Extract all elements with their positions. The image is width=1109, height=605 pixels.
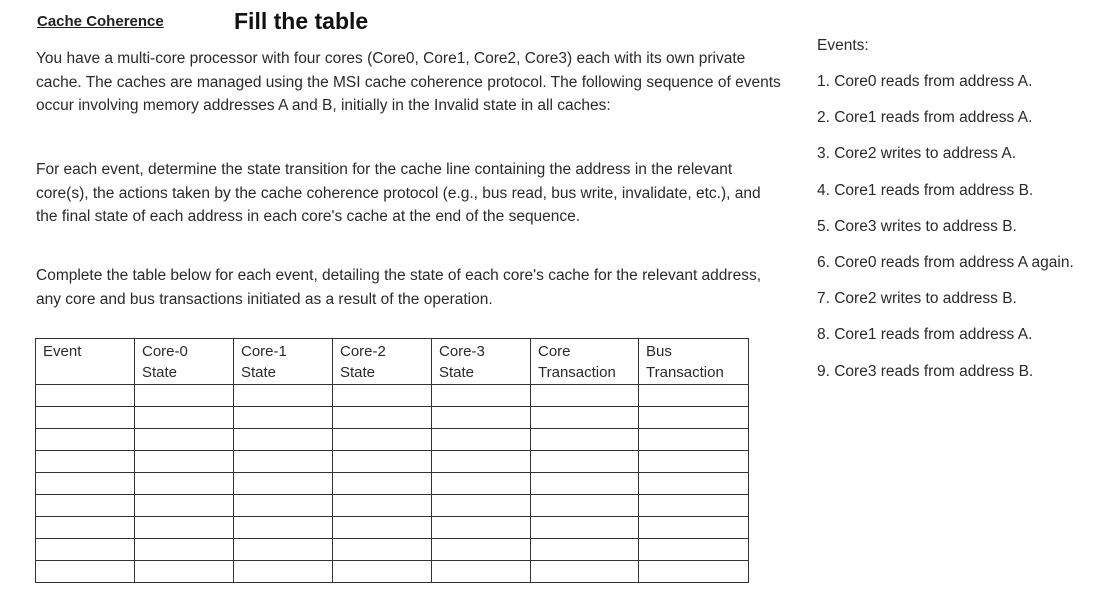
events-title: Events:: [817, 37, 869, 54]
table-cell[interactable]: [36, 473, 135, 495]
table-cell[interactable]: [531, 473, 639, 495]
table-cell[interactable]: [135, 429, 234, 451]
table-cell[interactable]: [432, 473, 531, 495]
table-cell[interactable]: [234, 561, 333, 583]
intro-paragraph-3: Complete the table below for each event, detailing the state of each core's cache for the relevant address, any core and bus transactions initiated as a result of the operation.: [36, 267, 762, 308]
event-item: 9. Core3 reads from address B.: [817, 362, 1034, 380]
table-header-row: [36, 339, 749, 385]
table-cell[interactable]: [135, 539, 234, 561]
table-cell[interactable]: [639, 495, 749, 517]
table-cell[interactable]: [135, 473, 234, 495]
answer-table: [35, 338, 749, 583]
event-item: 7. Core2 writes to address B.: [817, 290, 1017, 308]
table-cell[interactable]: [135, 451, 234, 473]
event-item: 2. Core1 reads from address A.: [817, 109, 1033, 127]
header-core2-state: Core-2 State: [333, 339, 432, 385]
cache-coherence-link[interactable]: Cache Coherence: [37, 13, 164, 30]
table-cell[interactable]: [234, 495, 333, 517]
table-cell[interactable]: [333, 385, 432, 407]
header-core0-state: Core-0 State: [135, 339, 234, 385]
table-row: [36, 561, 749, 583]
event-item: 1. Core0 reads from address A.: [817, 73, 1033, 90]
table-row: [36, 495, 749, 517]
table-cell[interactable]: [333, 407, 432, 429]
table-cell[interactable]: [234, 385, 333, 407]
table-row: [36, 429, 749, 451]
table-cell[interactable]: [333, 473, 432, 495]
table-cell[interactable]: [234, 473, 333, 495]
table-cell[interactable]: [531, 429, 639, 451]
table-cell[interactable]: [333, 495, 432, 517]
table-cell[interactable]: [531, 451, 639, 473]
table-cell[interactable]: [333, 451, 432, 473]
table-row: [36, 385, 749, 407]
table-cell[interactable]: [531, 561, 639, 583]
header-core1-state: Core-1 State: [234, 339, 333, 385]
table-row: [36, 539, 749, 561]
table-cell[interactable]: [234, 429, 333, 451]
table-cell[interactable]: [531, 495, 639, 517]
table-cell[interactable]: [135, 561, 234, 583]
table-cell[interactable]: [639, 517, 749, 539]
table-row: [36, 517, 749, 539]
table-cell[interactable]: [432, 451, 531, 473]
table-cell[interactable]: [531, 385, 639, 407]
event-item: 8. Core1 reads from address A.: [817, 326, 1033, 344]
table-cell[interactable]: [135, 407, 234, 429]
table-cell[interactable]: [333, 561, 432, 583]
table-row: [36, 451, 749, 473]
table-cell[interactable]: [432, 517, 531, 539]
table-cell[interactable]: [135, 517, 234, 539]
table-cell[interactable]: [36, 495, 135, 517]
intro-paragraph-1: You have a multi-core processor with four cores (Core0, Core1, Core2, Core3) each with its own private cache. The caches are managed using the MSI cache coherence protocol. The following sequence of events occur involving memory addresses A and B, initially in the Invalid state in all caches:: [36, 50, 781, 114]
table-cell[interactable]: [234, 539, 333, 561]
page-title: Fill the table: [234, 8, 369, 34]
table-cell[interactable]: [135, 385, 234, 407]
table-cell[interactable]: [639, 385, 749, 407]
event-item: 4. Core1 reads from address B.: [817, 181, 1034, 199]
table-cell[interactable]: [432, 539, 531, 561]
table-cell[interactable]: [531, 407, 639, 429]
header-core-transaction: Core Transaction: [531, 339, 639, 385]
table-cell[interactable]: [333, 517, 432, 539]
table-cell[interactable]: [531, 517, 639, 539]
table-cell[interactable]: [432, 385, 531, 407]
table-cell[interactable]: [639, 473, 749, 495]
header-bus-transaction: Bus Transaction: [639, 339, 749, 385]
table-cell[interactable]: [234, 451, 333, 473]
table-cell[interactable]: [432, 407, 531, 429]
event-item: 3. Core2 writes to address A.: [817, 145, 1017, 163]
header-core3-state: Core-3 State: [432, 339, 531, 385]
table-cell[interactable]: [234, 517, 333, 539]
table-cell[interactable]: [333, 539, 432, 561]
table-cell[interactable]: [234, 407, 333, 429]
table-cell[interactable]: [432, 429, 531, 451]
table-cell[interactable]: [333, 429, 432, 451]
event-item: 5. Core3 writes to address B.: [817, 217, 1017, 235]
table-cell[interactable]: [531, 539, 639, 561]
table-cell[interactable]: [36, 407, 135, 429]
table-cell[interactable]: [36, 429, 135, 451]
table-cell[interactable]: [36, 385, 135, 407]
table-row: [36, 407, 749, 429]
table-cell[interactable]: [639, 539, 749, 561]
intro-paragraph-2: For each event, determine the state transition for the cache line containing the address in the relevant core(s), the actions taken by the cache coherence protocol (e.g., bus read, bus write, invalidate, etc.), and the final state of each address in each core's cache at the end of the sequence.: [36, 161, 761, 225]
event-item: 6. Core0 reads from address A again.: [817, 253, 1074, 271]
table-cell[interactable]: [639, 429, 749, 451]
table-cell[interactable]: [36, 517, 135, 539]
table-cell[interactable]: [135, 495, 234, 517]
events-list: [817, 35, 1107, 397]
table-cell[interactable]: [639, 407, 749, 429]
table-row: [36, 473, 749, 495]
table-cell[interactable]: [36, 451, 135, 473]
header-event: Event: [36, 339, 135, 385]
table-cell[interactable]: [639, 451, 749, 473]
table-cell[interactable]: [432, 561, 531, 583]
table-cell[interactable]: [639, 561, 749, 583]
table-cell[interactable]: [36, 561, 135, 583]
table-cell[interactable]: [432, 495, 531, 517]
table-cell[interactable]: [36, 539, 135, 561]
